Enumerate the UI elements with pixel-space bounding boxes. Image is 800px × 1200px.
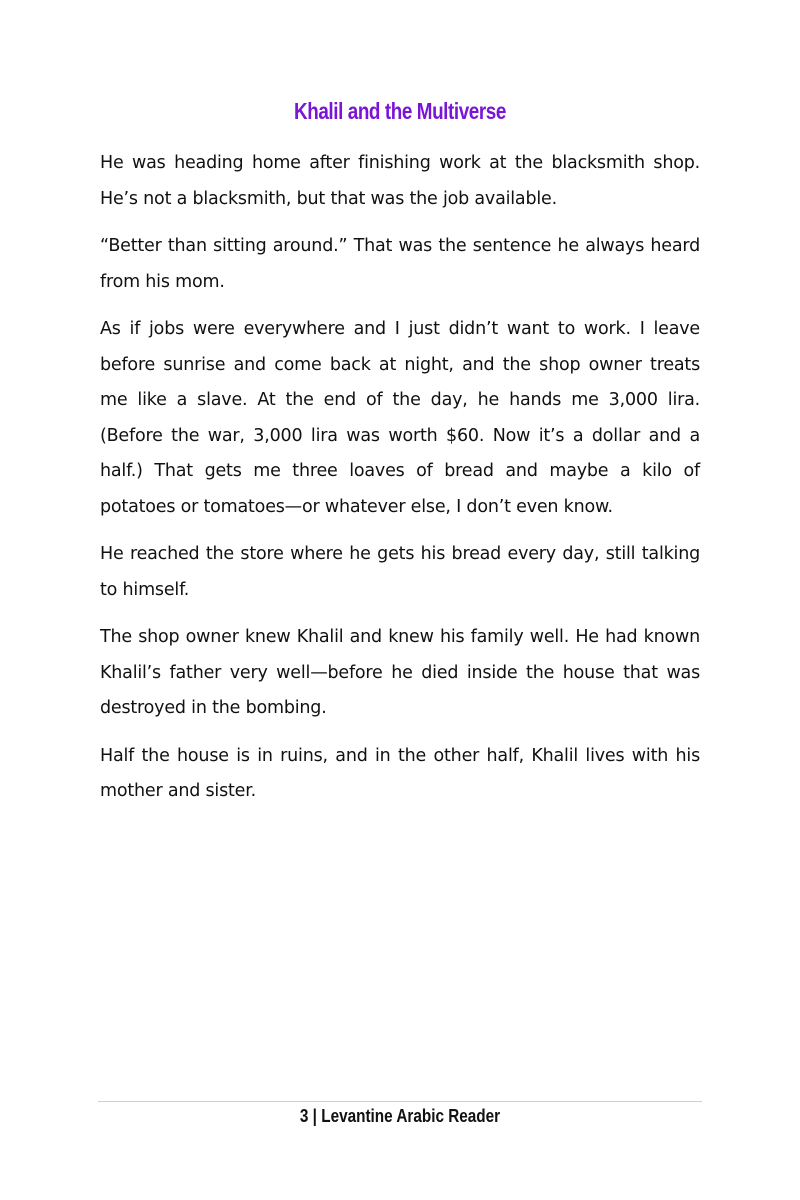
body-text (100, 146, 700, 822)
paragraph-2: “Better than sitting around.” That was the sentence he always heard from his mom. (100, 236, 700, 292)
book-title: Levantine Arabic Reader (321, 1106, 501, 1126)
chapter-title: Khalil and the Multiverse (294, 98, 506, 124)
paragraph-1: He was heading home after finishing work at the blacksmith shop. He’s not a blacksmith, but that was the job available. (100, 153, 700, 209)
paragraph-3: As if jobs were everywhere and I just didn’t want to work. I leave before sunrise and come back at night, and the shop owner treats me like a slave. At the end of the day, he hands me 3,000 lira. (Before the war, 3,000 lira was worth $60. Now it’s a dollar and a half.) That gets me three loaves of bread and maybe a kilo of potatoes or tomatoes—or whatever else, I don’t even know. (100, 319, 700, 517)
footer-divider (98, 1101, 702, 1102)
page-number: 3 (299, 1106, 309, 1126)
paragraph-4: He reached the store where he gets his bread every day, still talking to himself. (100, 544, 700, 600)
paragraph-5: The shop owner knew Khalil and knew his family well. He had known Khalil’s father very well—before he died inside the house that was destroyed in the bombing. (100, 627, 700, 718)
footer-separator: | (312, 1106, 317, 1126)
paragraph-6: Half the house is in ruins, and in the other half, Khalil lives with his mother and sister. (100, 745, 700, 801)
page-footer (60, 1106, 740, 1127)
